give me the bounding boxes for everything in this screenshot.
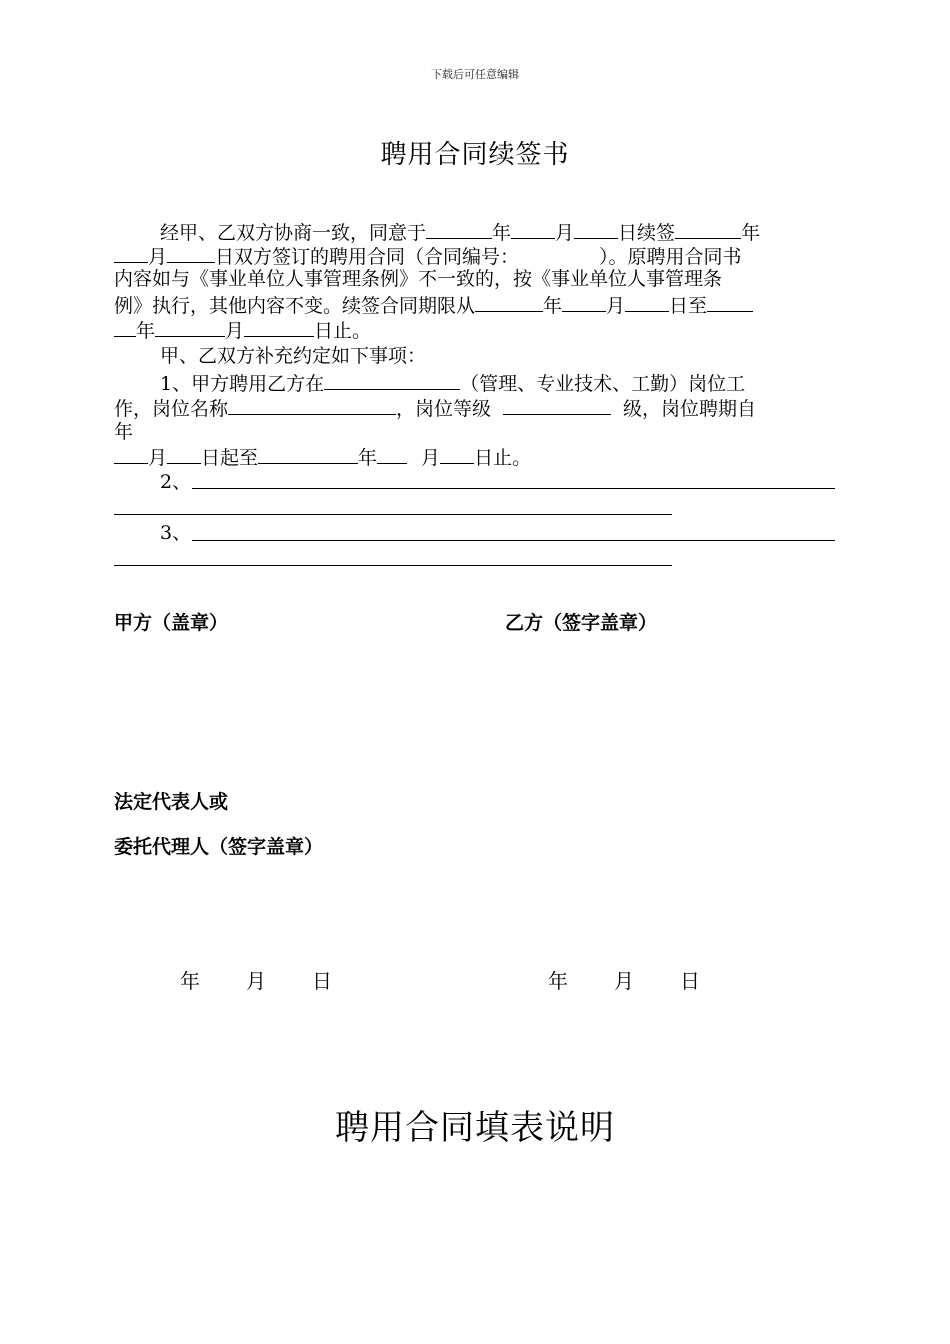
orig-year-blank[interactable] <box>675 219 741 239</box>
term-from-month-blank[interactable] <box>114 444 148 464</box>
period-to-month-blank[interactable] <box>155 317 225 337</box>
header-note: 下载后可任意编辑 <box>431 68 519 81</box>
orig-month-blank[interactable] <box>114 243 148 263</box>
department-blank[interactable] <box>324 370 460 390</box>
paragraph-line-1: 经甲、乙双方协商一致，同意于 年 月 日续签 年 <box>160 219 760 245</box>
item-3-rule-2[interactable] <box>114 565 672 566</box>
orig-day-blank[interactable] <box>167 243 215 263</box>
party-b-seal-label: 乙方（签字盖章） <box>505 612 658 634</box>
party-a-seal-label: 甲方（盖章） <box>114 612 229 634</box>
item-1-line-4: 月 日起至 年 月 日止。 <box>114 444 531 470</box>
renew-day-blank[interactable] <box>574 219 618 239</box>
item-3-label: 3、 <box>160 522 192 544</box>
item-2-rule-2[interactable] <box>114 514 672 515</box>
term-to-month-blank[interactable] <box>377 444 407 464</box>
renew-year-blank[interactable] <box>426 219 492 239</box>
position-grade-blank[interactable] <box>503 395 611 415</box>
period-to-day-blank[interactable] <box>244 317 314 337</box>
paragraph-line-2: 月 日双方签订的聘用合同（合同编号： ）。原聘用合同书 <box>114 243 742 269</box>
period-from-day-blank[interactable] <box>625 292 669 312</box>
term-from-day-blank[interactable] <box>167 444 201 464</box>
document-title: 聘用合同续签书 <box>380 140 570 170</box>
paragraph-2: 甲、乙双方补充约定如下事项： <box>160 345 427 367</box>
paragraph-line-3: 内容如与《事业单位人事管理条例》不一致的，按《事业单位人事管理条 <box>114 268 723 290</box>
legal-rep-label: 法定代表人或 <box>114 791 229 813</box>
instructions-title: 聘用合同填表说明 <box>335 1108 615 1148</box>
date-right: 年 月 日 <box>548 969 700 993</box>
agent-sign-label: 委托代理人（签字盖章） <box>114 836 324 858</box>
position-name-blank[interactable] <box>228 395 396 415</box>
item-2-rule-1[interactable] <box>192 488 835 489</box>
renew-month-blank[interactable] <box>511 219 555 239</box>
item-2-label: 2、 <box>160 471 192 493</box>
period-to-year-blank-b[interactable] <box>114 317 136 337</box>
item-1-line-1: 1、甲方聘用乙方在 （管理、专业技术、工勤）岗位工 <box>160 370 745 396</box>
period-to-year-blank-a[interactable] <box>707 292 753 312</box>
period-from-month-blank[interactable] <box>562 292 606 312</box>
paragraph-line-4: 例》执行，其他内容不变。续签合同期限从 年 月 日至 <box>114 292 753 318</box>
paragraph-line-5: 年 月 日止。 <box>114 317 371 343</box>
item-3-rule-1[interactable] <box>192 540 835 541</box>
item-1-line-3: 年 <box>114 421 134 443</box>
period-from-year-blank[interactable] <box>475 292 543 312</box>
term-to-day-blank[interactable] <box>440 444 474 464</box>
item-1-line-2: 作，岗位名称 ，岗位等级 级，岗位聘期自 <box>114 395 756 421</box>
term-to-year-blank[interactable] <box>258 444 358 464</box>
date-left: 年 月 日 <box>180 969 332 993</box>
